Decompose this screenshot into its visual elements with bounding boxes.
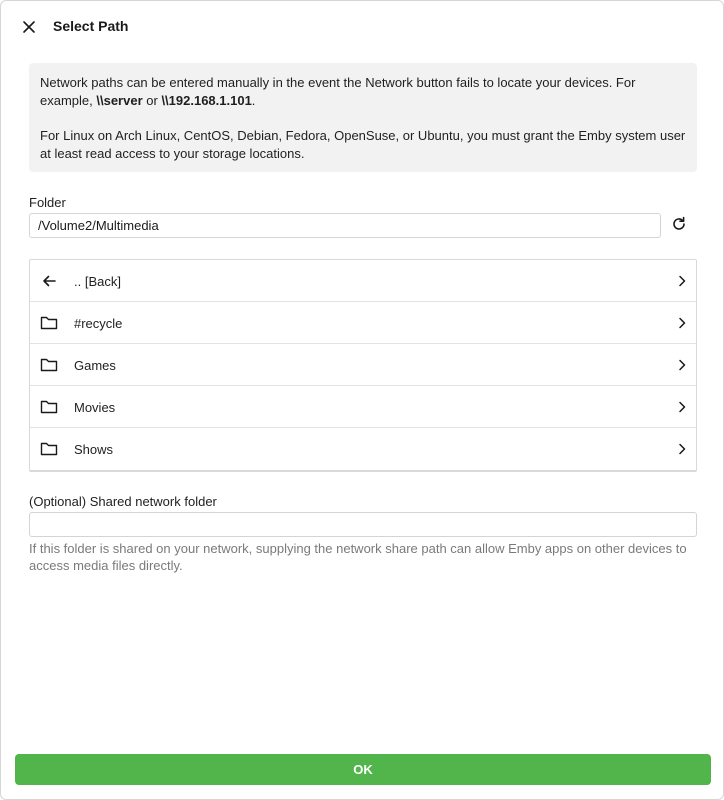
dialog-header: [1, 1, 723, 53]
directory-item-back[interactable]: [30, 260, 696, 302]
folder-label: Folder: [29, 195, 66, 210]
chevron-right-icon: [676, 443, 688, 455]
folder-icon: [40, 440, 58, 458]
info-text-suffix: .: [251, 93, 256, 108]
directory-item-label: .. [Back]: [74, 274, 121, 289]
close-icon: [22, 20, 36, 34]
directory-item-movies[interactable]: [30, 386, 696, 428]
folder-icon: [40, 356, 58, 374]
close-button[interactable]: [17, 15, 41, 39]
chevron-right-icon: [676, 401, 688, 413]
info-text-or: or: [142, 93, 162, 108]
ok-button[interactable]: OK: [15, 754, 711, 785]
info-paragraph-linux: For Linux on Arch Linux, CentOS, Debian, Fedora, OpenSuse, or Ubuntu, you must grant the Emby system user at least read access to your storage locations.: [40, 128, 686, 161]
directory-item-games[interactable]: [30, 344, 696, 386]
folder-icon: [40, 314, 58, 332]
dialog-title: Select Path: [53, 18, 129, 34]
chevron-right-icon: [676, 359, 688, 371]
shared-folder-help: If this folder is shared on your network, supplying the network share path can allow Emby apps on other devices to access media files directly.: [29, 541, 687, 573]
info-paragraph-network: [40, 74, 686, 110]
info-box: [29, 63, 697, 172]
directory-item-shows[interactable]: [30, 428, 696, 470]
directory-list: [29, 259, 697, 472]
folder-input[interactable]: [29, 213, 661, 238]
directory-item-label: Movies: [74, 400, 116, 415]
directory-item-recycle[interactable]: [30, 302, 696, 344]
info-text-prefix: Network paths can be entered manually in the event the Network button fails to locate your devices. For example,: [40, 75, 636, 108]
directory-item-label: Games: [74, 358, 116, 373]
chevron-right-icon: [676, 275, 688, 287]
refresh-button[interactable]: [668, 213, 690, 235]
directory-item-label: Shows: [74, 442, 114, 457]
info-example-ip: \\192.168.1.101: [161, 93, 252, 108]
folder-icon: [40, 398, 58, 416]
shared-folder-label: (Optional) Shared network folder: [29, 494, 217, 509]
arrow-left-icon: [40, 272, 58, 290]
refresh-icon: [671, 216, 687, 232]
chevron-right-icon: [676, 317, 688, 329]
info-example-server: \\server: [96, 93, 143, 108]
directory-item-label: #recycle: [74, 316, 123, 331]
shared-folder-input[interactable]: [29, 512, 697, 537]
